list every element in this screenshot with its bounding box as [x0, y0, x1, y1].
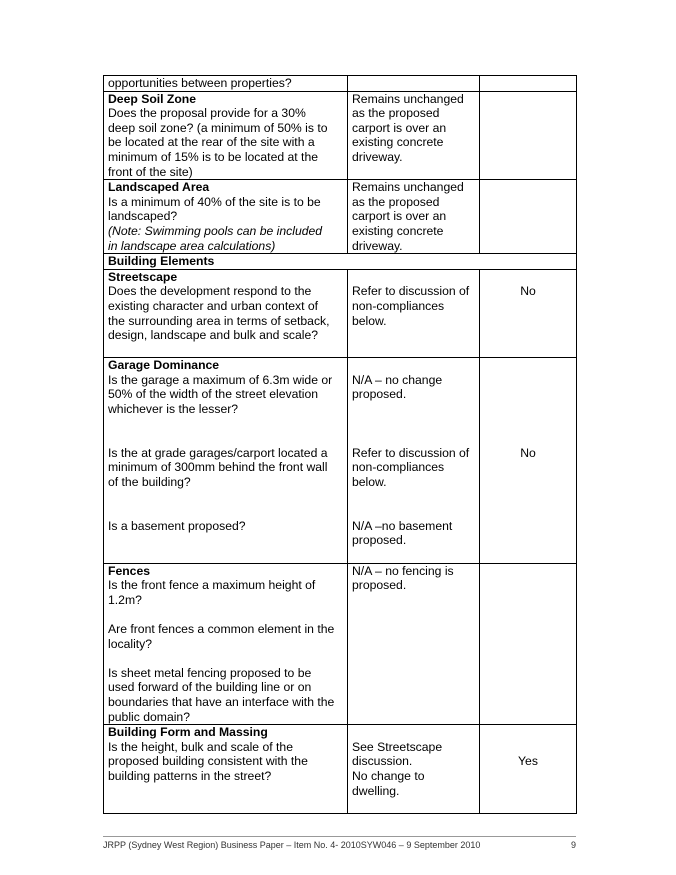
complies-cell: [480, 358, 577, 563]
criteria-cell: [104, 91, 348, 180]
complies-cell: [480, 180, 577, 254]
row-heading: Garage Dominance: [108, 358, 220, 373]
criteria-question: Are front fences a common element in the locality?: [108, 621, 335, 651]
compliance-table: [103, 75, 577, 814]
criteria-note: (Note: Swimming pools can be included in landscape area calculations): [108, 223, 323, 253]
footer-text: JRPP (Sydney West Region) Business Paper – Item No. 4- 2010SYW046 – 9 September 2010: [103, 840, 481, 850]
page-footer: [103, 836, 576, 850]
complies-cell: [480, 725, 577, 814]
row-heading: Streetscape: [108, 269, 178, 284]
comment-text: N/A –no basement proposed.: [352, 518, 453, 548]
row-heading: Landscaped Area: [108, 180, 210, 195]
comment-text: N/A – no change proposed.: [352, 372, 443, 402]
comment-cell: [348, 725, 480, 814]
criteria-question: Is the garage a maximum of 6.3m wide or 50% of the width of the street elevation whichever is the lesser?: [108, 372, 333, 417]
comment-text: Refer to discussion of non-compliances below.: [352, 445, 470, 490]
comment-cell: [348, 269, 480, 358]
criteria-question: Is a minimum of 40% of the site is to be landscaped?: [108, 194, 321, 224]
criteria-question: Does the development respond to the existing character and urban context of the surrounding area in terms of setback, design, landscape and bulk and scale?: [108, 284, 330, 343]
criteria-cell: [104, 563, 348, 725]
table-row: [104, 180, 577, 254]
complies-value: No: [520, 445, 536, 460]
complies-cell: [480, 563, 577, 725]
criteria-question: Is the front fence a maximum height of 1.2m?: [108, 578, 316, 607]
row-heading: Deep Soil Zone: [108, 91, 197, 106]
comment-text: Refer to discussion of non-compliances below.: [352, 284, 470, 328]
table-row: [104, 91, 577, 180]
criteria-question: Is sheet metal fencing proposed to be used forward of the building line or on boundaries that have an interface with the public domain?: [108, 665, 335, 724]
comment-cell: [348, 563, 480, 725]
comment-cell: [348, 76, 480, 92]
complies-cell: [480, 91, 577, 180]
criteria-question: Is a basement proposed?: [108, 518, 246, 533]
row-heading: Fences: [108, 563, 151, 578]
table-row: [104, 725, 577, 814]
section-row: [104, 254, 577, 270]
criteria-cell: [104, 358, 348, 563]
table-row: [104, 563, 577, 725]
comment-text: N/A – no fencing is proposed.: [352, 563, 454, 593]
criteria-question: Is the at grade garages/carport located a minimum of 300mm behind the front wall of the building?: [108, 445, 328, 490]
comment-text: Remains unchanged as the proposed carport is over an existing concrete driveway.: [352, 180, 464, 253]
comment-text: See Streetscape discussion. No change to dwelling.: [352, 739, 443, 798]
table-row: [104, 76, 577, 92]
complies-cell: [480, 269, 577, 358]
section-heading-cell: [104, 254, 577, 270]
criteria-cell: [104, 180, 348, 254]
complies-value: Yes: [518, 754, 538, 769]
criteria-question: Does the proposal provide for a 30% deep soil zone? (a minimum of 50% is to be located at the rear of the site with a minimum of 15% is to be located at the front of the site): [108, 106, 328, 179]
complies-value: No: [520, 284, 536, 299]
comment-cell: [348, 358, 480, 563]
criteria-question: Is the height, bulk and scale of the proposed building consistent with the building patterns in the street?: [108, 739, 308, 783]
table-row: [104, 358, 577, 563]
table-row: [104, 269, 577, 358]
row-heading: Building Form and Massing: [108, 725, 268, 740]
criteria-cell: [104, 269, 348, 358]
comment-text: Remains unchanged as the proposed carport is over an existing concrete driveway.: [352, 91, 464, 164]
comment-cell: [348, 180, 480, 254]
page-number: 9: [570, 840, 576, 850]
criteria-text: opportunities between properties?: [108, 76, 292, 90]
comment-cell: [348, 91, 480, 180]
criteria-cell: [104, 76, 348, 92]
criteria-cell: [104, 725, 348, 814]
complies-cell: [480, 76, 577, 92]
section-heading: Building Elements: [108, 254, 215, 269]
